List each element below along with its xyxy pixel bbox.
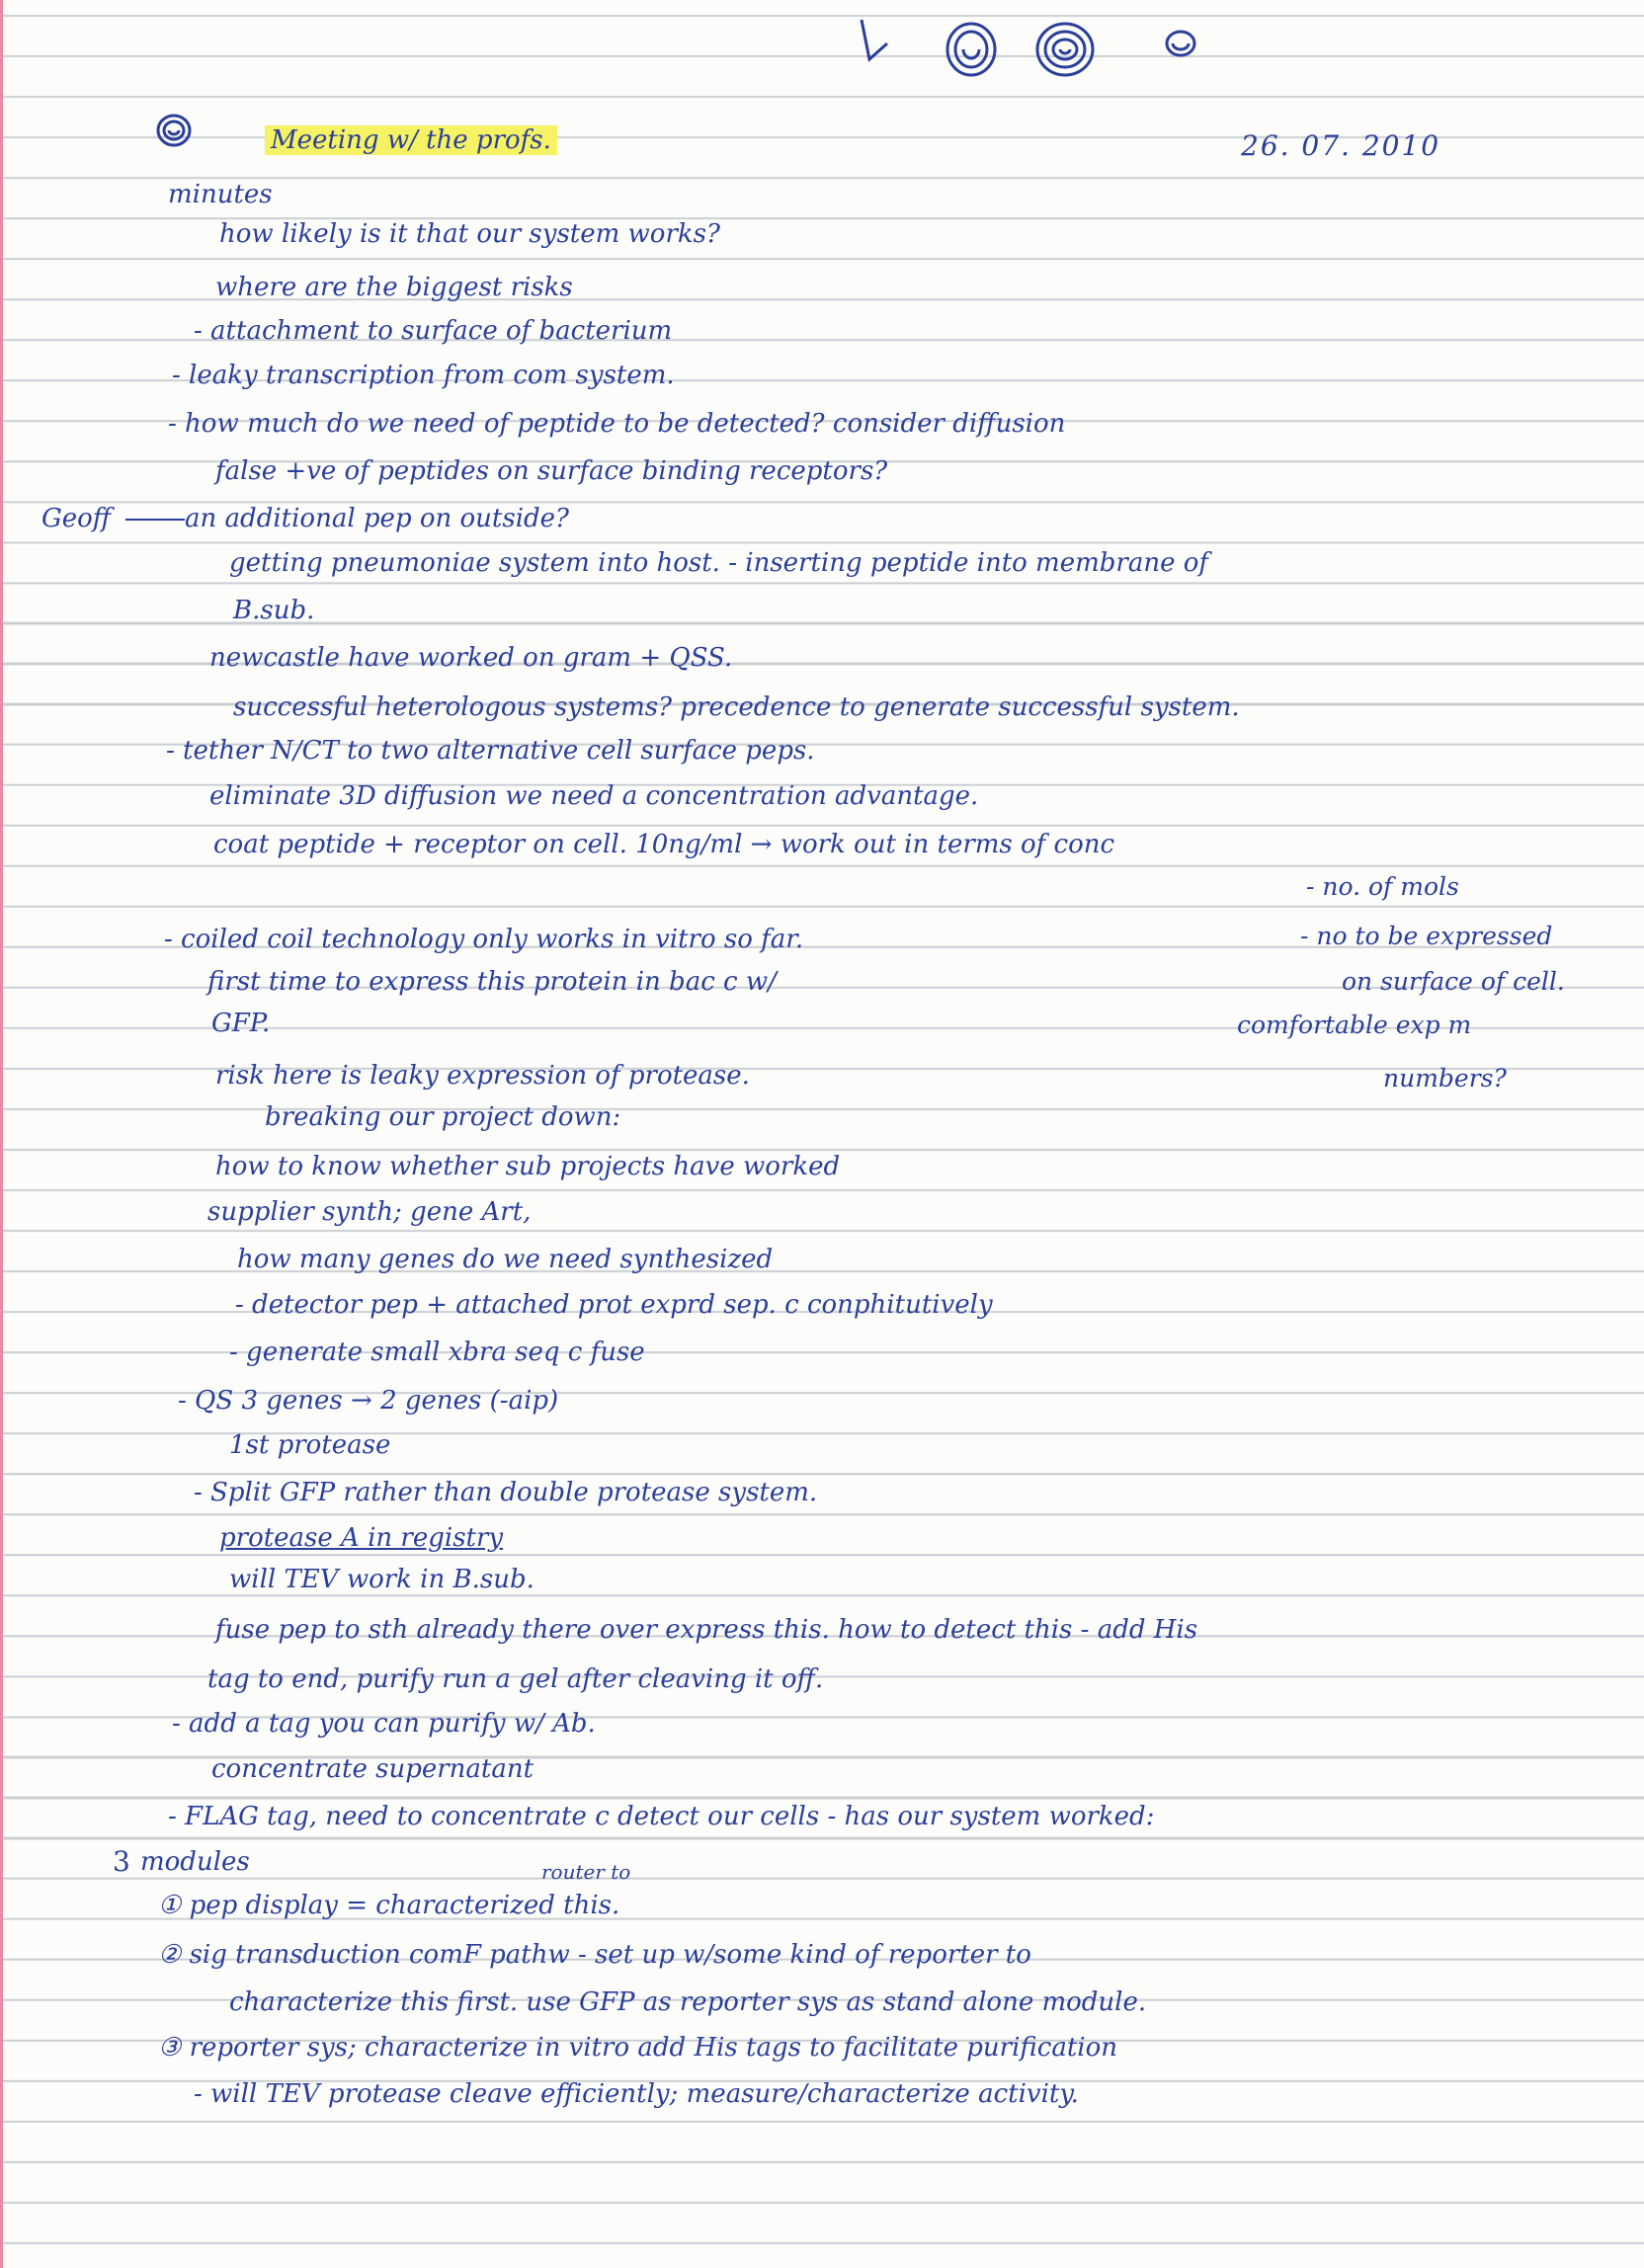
note-line: - detector pep + attached prot exprd sep. c conphitutively <box>235 1290 993 1320</box>
note-line: how many genes do we need synthesized <box>237 1245 774 1274</box>
note-line: ③ reporter sys; characterize in vitro add His tags to facilitate purification <box>158 2033 1117 2063</box>
note-line: protease A in registry <box>219 1523 504 1553</box>
note-line: - leaky transcription from com system. <box>172 361 675 390</box>
note-line: newcastle have worked on gram + QSS. <box>209 643 733 673</box>
checkmark-doodle-path <box>862 20 887 59</box>
note-line: GFP. <box>211 1009 271 1038</box>
note-line: characterize this first. use GFP as reporter sys as stand alone module. <box>229 1987 1147 2017</box>
spiral-doodle-2 <box>1037 24 1093 75</box>
insertion-router-to: router to <box>541 1860 631 1884</box>
note-line: first time to express this protein in bac c w/ <box>207 967 777 997</box>
note-line: supplier synth; gene Art, <box>207 1197 532 1227</box>
margin-line <box>0 0 3 2268</box>
note-line: B.sub. <box>233 596 315 625</box>
side-note: on surface of cell. <box>1342 967 1565 996</box>
note-line: - coiled coil technology only works in vitro so far. <box>164 925 804 954</box>
note-line: fuse pep to sth already there over express this. how to detect this - add His <box>215 1615 1198 1645</box>
note-line: risk here is leaky expression of protease. <box>215 1061 750 1091</box>
note-line: concentrate supernatant <box>211 1754 534 1784</box>
page-title-highlight: Meeting w/ the profs. <box>265 125 557 155</box>
note-line: getting pneumoniae system into host. - inserting peptide into membrane of <box>229 548 1208 578</box>
title-bullet-spiral <box>158 116 190 145</box>
note-line: successful heterologous systems? precedence to generate successful system. <box>233 692 1240 722</box>
note-line: - add a tag you can purify w/ Ab. <box>172 1709 596 1739</box>
note-line: eliminate 3D diffusion we need a concentration advantage. <box>209 781 979 811</box>
note-line: coat peptide + receptor on cell. 10ng/ml → work out in terms of conc <box>213 830 1115 859</box>
note-line: - attachment to surface of bacterium <box>194 316 673 346</box>
margin-note-geoff <box>41 503 185 534</box>
note-line: - Split GFP rather than double protease system. <box>194 1478 818 1507</box>
note-line: where are the biggest risks <box>215 273 573 302</box>
note-line: how likely is it that our system works? <box>219 219 720 249</box>
note-line: ① pep display = characterized this. <box>158 1891 620 1920</box>
note-line: modules <box>140 1847 250 1877</box>
note-line: breaking our project down: <box>265 1102 621 1132</box>
note-line: - how much do we need of peptide to be detected? consider diffusion <box>168 409 1066 439</box>
note-line: tag to end, purify run a gel after cleaving it off. <box>207 1664 824 1694</box>
page-title <box>265 124 557 156</box>
note-line: - generate small xbra seq c fuse <box>229 1337 645 1367</box>
note-line: minutes <box>168 180 273 209</box>
note-line: - an additional pep on outside? <box>168 504 569 533</box>
note-line: false +ve of peptides on surface binding receptors? <box>215 456 888 486</box>
note-line: how to know whether sub projects have worked <box>215 1152 841 1181</box>
side-note: - no to be expressed <box>1300 922 1553 950</box>
note-line: - tether N/CT to two alternative cell surface peps. <box>166 736 815 766</box>
note-line: will TEV work in B.sub. <box>229 1565 534 1594</box>
note-line: ② sig transduction comF pathw - set up w/some kind of reporter to <box>158 1940 1031 1970</box>
side-note: numbers? <box>1383 1064 1507 1093</box>
spiral-doodle-3 <box>1167 32 1194 55</box>
spiral-doodle-1 <box>947 24 995 75</box>
side-note: comfortable exp m <box>1237 1011 1472 1039</box>
modules-count: 3 <box>113 1845 130 1878</box>
note-line: - QS 3 genes → 2 genes (-aip) <box>178 1386 559 1416</box>
note-line: 1st protease <box>229 1430 391 1460</box>
note-line: - will TEV protease cleave efficiently; measure/characterize activity. <box>194 2079 1079 2109</box>
page-date: 26. 07. 2010 <box>1241 129 1441 162</box>
side-note: - no. of mols <box>1306 872 1459 901</box>
note-line: - FLAG tag, need to concentrate c detect our cells - has our system worked: <box>168 1802 1155 1831</box>
margin-note-geoff-text: Geoff <box>41 504 112 533</box>
